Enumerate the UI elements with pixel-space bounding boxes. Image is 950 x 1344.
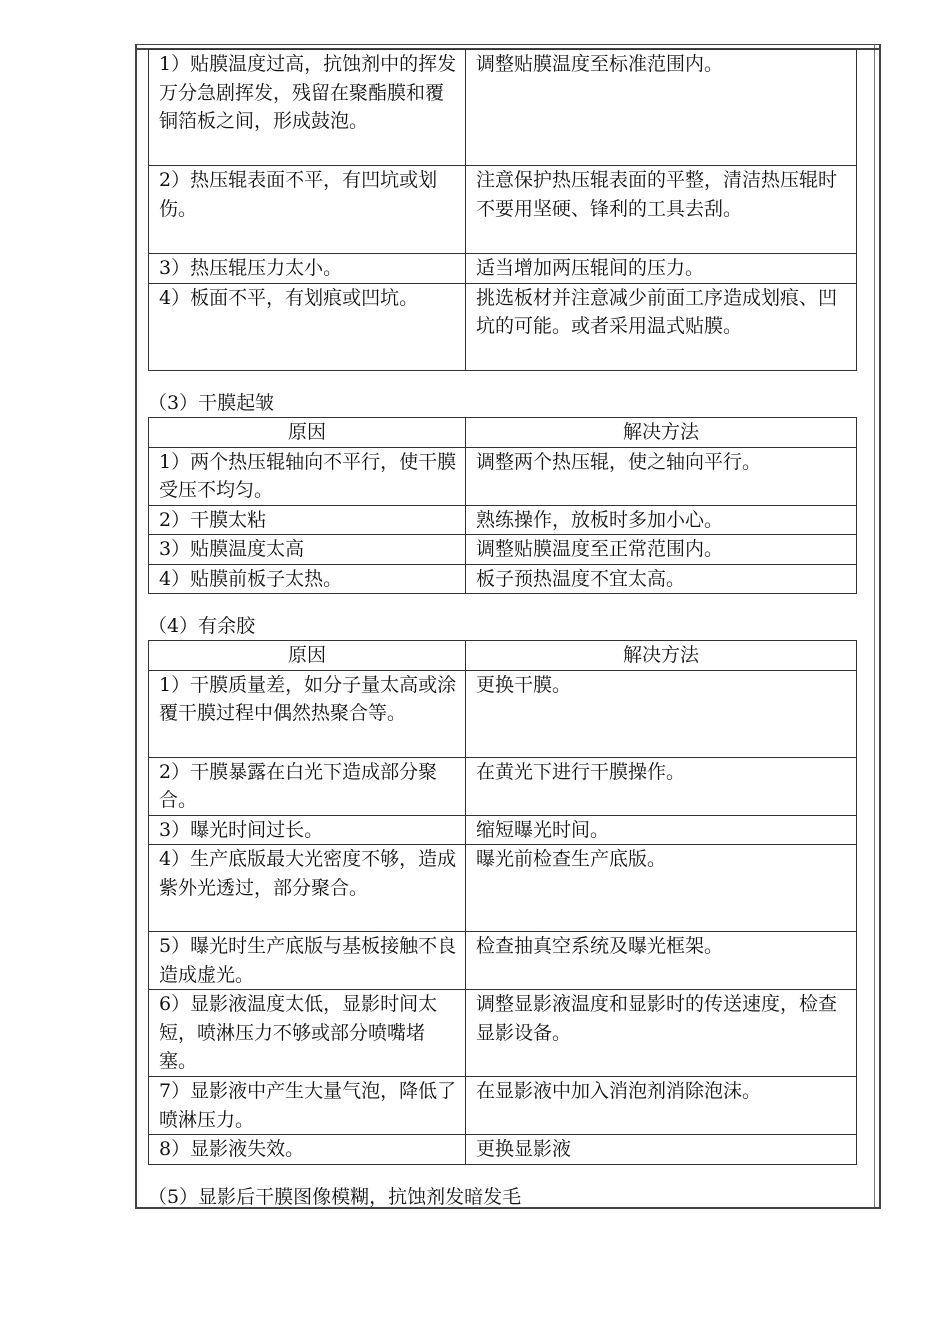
- cause-cell: 4）板面不平，有划痕或凹坑。: [149, 283, 466, 370]
- section-heading: （4）有余胶: [148, 615, 256, 637]
- section-heading: （3）干膜起皱: [148, 392, 275, 414]
- table-row: [149, 932, 857, 990]
- table-row: [149, 757, 857, 815]
- table-row: [149, 1077, 857, 1135]
- cause-cell: 5）曝光时生产底版与基板接触不良造成虚光。: [149, 932, 466, 990]
- table-row: [149, 50, 857, 166]
- cause-cell: 3）热压辊压力太小。: [149, 254, 466, 284]
- cause-cell: 4）贴膜前板子太热。: [149, 564, 466, 594]
- cause-cell: 1）贴膜温度过高，抗蚀剂中的挥发万分急剧挥发，残留在聚酯膜和覆铜箔板之间，形成鼓泡。: [149, 50, 466, 166]
- table-row: [149, 535, 857, 565]
- cause-cell: 1）干膜质量差，如分子量太高或涂覆干膜过程中偶然热聚合等。: [149, 670, 466, 757]
- solution-cell: 在显影液中加入消泡剂消除泡沫。: [466, 1077, 857, 1135]
- wrinkle-table: [148, 417, 857, 594]
- cause-cell: 1）两个热压辊轴向不平行，使干膜受压不均匀。: [149, 447, 466, 505]
- solution-cell: 缩短曝光时间。: [466, 815, 857, 845]
- solution-cell: 曝光前检查生产底版。: [466, 845, 857, 932]
- solution-cell: 在黄光下进行干膜操作。: [466, 757, 857, 815]
- solution-cell: 调整贴膜温度至正常范围内。: [466, 535, 857, 565]
- solution-cell: 调整显影液温度和显影时的传送速度，检查显影设备。: [466, 990, 857, 1077]
- residual-glue-table: [148, 640, 857, 1165]
- column-header-solution: 解决方法: [466, 641, 857, 671]
- solution-cell: 熟练操作，放板时多加小心。: [466, 505, 857, 535]
- cause-cell: 3）曝光时间过长。: [149, 815, 466, 845]
- solution-cell: 挑选板材并注意减少前面工序造成划痕、凹坑的可能。或者采用温式贴膜。: [466, 283, 857, 370]
- column-header-cause: 原因: [149, 641, 466, 671]
- table-row: [149, 505, 857, 535]
- solution-cell: 更换干膜。: [466, 670, 857, 757]
- table-row: [149, 670, 857, 757]
- table-row: [149, 166, 857, 254]
- table-row: [149, 283, 857, 370]
- table-header-row: [149, 418, 857, 448]
- table-header-row: [149, 641, 857, 671]
- solution-cell: 检查抽真空系统及曝光框架。: [466, 932, 857, 990]
- table-row: [149, 254, 857, 284]
- frame-rule: [874, 45, 875, 1207]
- table-row: [149, 447, 857, 505]
- cause-cell: 4）生产底版最大光密度不够，造成紫外光透过，部分聚合。: [149, 845, 466, 932]
- cause-cell: 2）干膜暴露在白光下造成部分聚合。: [149, 757, 466, 815]
- table-row: [149, 845, 857, 932]
- table-row: [149, 564, 857, 594]
- table-row: [149, 990, 857, 1077]
- section-heading: （5）显影后干膜图像模糊，抗蚀剂发暗发毛: [148, 1186, 522, 1208]
- cause-cell: 2）热压辊表面不平，有凹坑或划伤。: [149, 166, 466, 254]
- solution-cell: 更换显影液: [466, 1135, 857, 1165]
- column-header-cause: 原因: [149, 418, 466, 448]
- cause-cell: 7）显影液中产生大量气泡，降低了喷淋压力。: [149, 1077, 466, 1135]
- solution-cell: 调整两个热压辊，使之轴向平行。: [466, 447, 857, 505]
- table-row: [149, 1135, 857, 1165]
- bubbling-table: [148, 49, 857, 371]
- solution-cell: 适当增加两压辊间的压力。: [466, 254, 857, 284]
- cause-cell: 8）显影液失效。: [149, 1135, 466, 1165]
- table-row: [149, 815, 857, 845]
- solution-cell: 板子预热温度不宜太高。: [466, 564, 857, 594]
- column-header-solution: 解决方法: [466, 418, 857, 448]
- cause-cell: 3）贴膜温度太高: [149, 535, 466, 565]
- cause-cell: 2）干膜太粘: [149, 505, 466, 535]
- cause-cell: 6）显影液温度太低，显影时间太短，喷淋压力不够或部分喷嘴堵塞。: [149, 990, 466, 1077]
- solution-cell: 注意保护热压辊表面的平整，清洁热压辊时不要用坚硬、锋利的工具去刮。: [466, 166, 857, 254]
- solution-cell: 调整贴膜温度至标准范围内。: [466, 50, 857, 166]
